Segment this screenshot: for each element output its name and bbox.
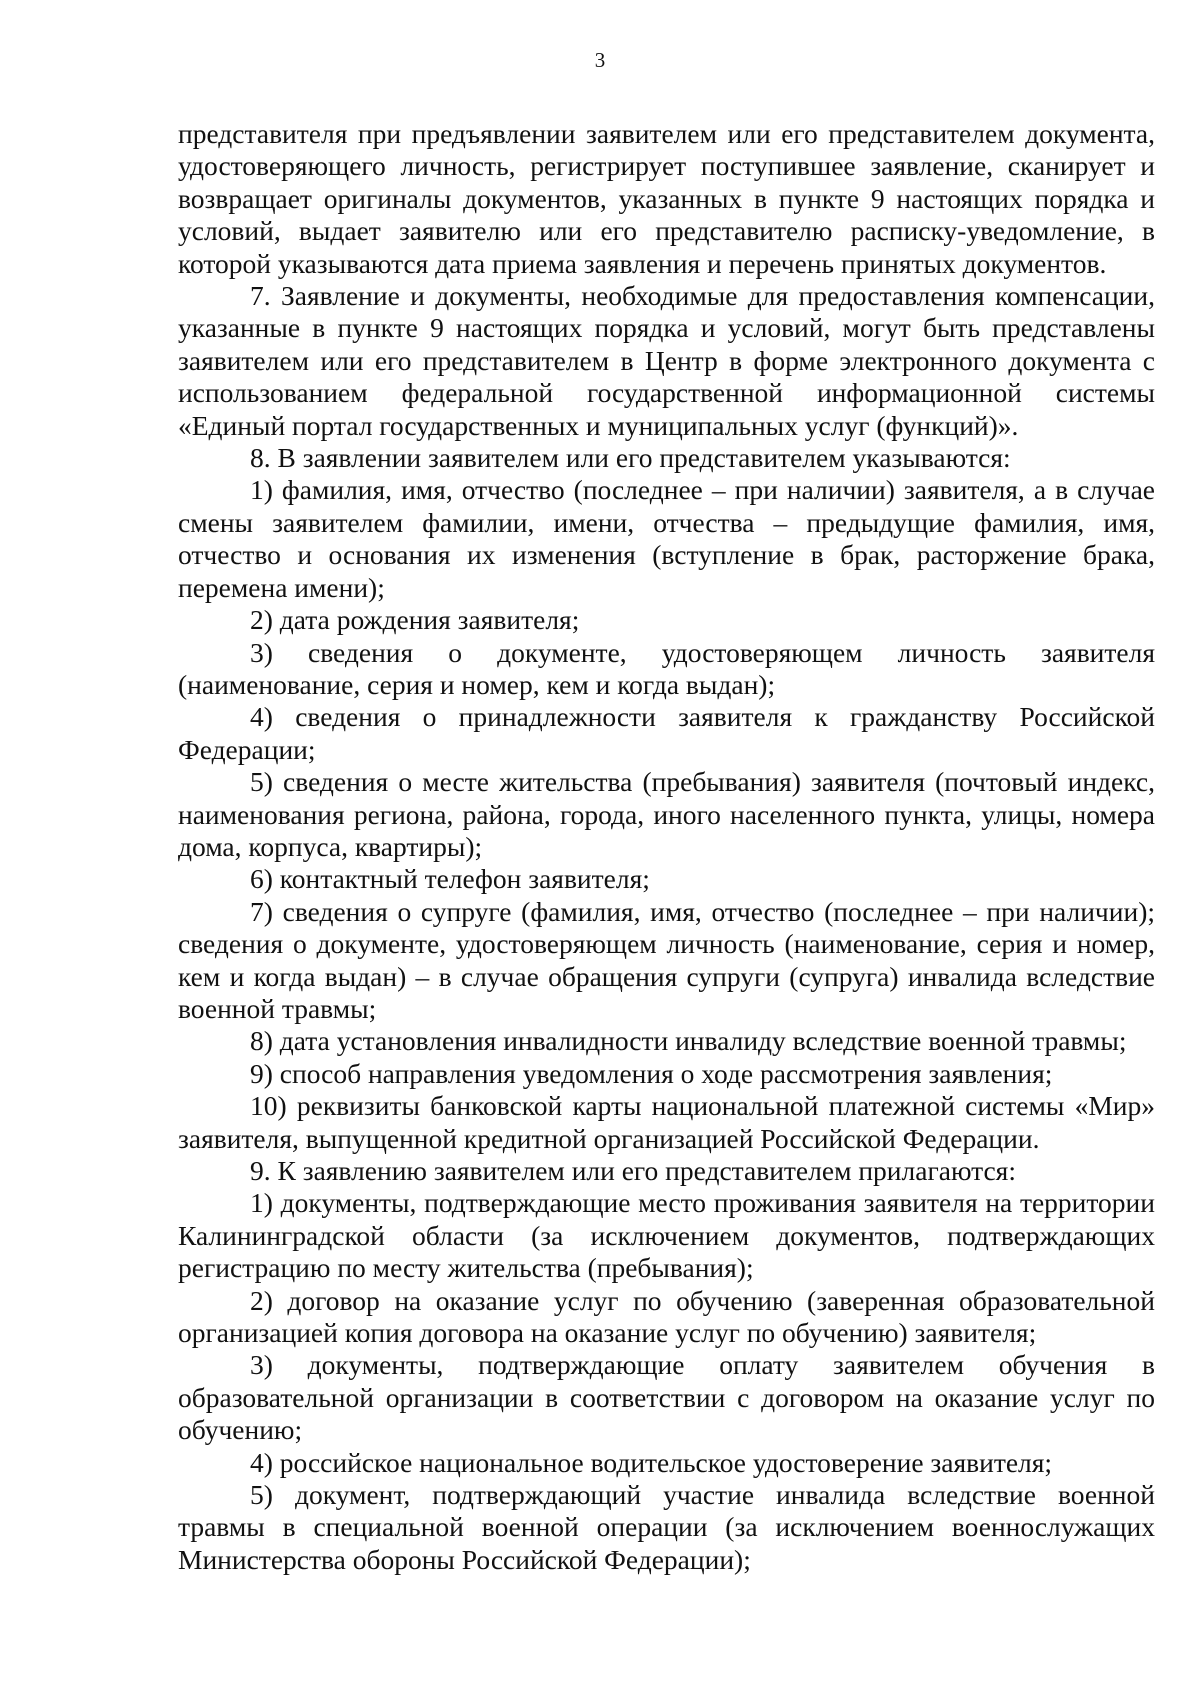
- paragraph: 4) сведения о принадлежности заявителя к гражданству Российской Федерации;: [178, 701, 1155, 765]
- paragraph: 10) реквизиты банковской карты национальной платежной системы «Мир» заявителя, выпущенной кредитной организацией Российской Федерации.: [178, 1090, 1155, 1154]
- paragraph: 1) фамилия, имя, отчество (последнее – при наличии) заявителя, а в случае смены заявителем фамилии, имени, отчества – предыдущие фамилия, имя, отчество и основания их изменения (вступление в брак, расторжение брака, перемена имени);: [178, 474, 1155, 603]
- paragraph: 7) сведения о супруге (фамилия, имя, отчество (последнее – при наличии); сведения о документе, удостоверяющем личность (наименование, серия и номер, кем и когда выдан) – в случае обращения супруги (супруга) инвалида вследствие военной травмы;: [178, 895, 1155, 1024]
- paragraph: 2) дата рождения заявителя;: [250, 604, 580, 636]
- paragraph: 4) российское национальное водительское удостоверение заявителя;: [250, 1446, 1053, 1478]
- paragraph: 7. Заявление и документы, необходимые для предоставления компенсации, указанные в пункте 9 настоящих порядка и условий, могут быть представлены заявителем или его представителем в Центр в форме электронного документа с использованием федеральной государственной информационной системы «Единый портал государственных и муниципальных услуг (функций)».: [178, 280, 1155, 441]
- paragraph: 5) документ, подтверждающий участие инвалида вследствие военной травмы в специальной военной операции (за исключением военнослужащих Министерства обороны Российской Федерации);: [178, 1479, 1155, 1575]
- paragraph: 8) дата установления инвалидности инвалиду вследствие военной травмы;: [250, 1025, 1127, 1057]
- paragraph: 9) способ направления уведомления о ходе рассмотрения заявления;: [250, 1057, 1053, 1089]
- paragraph: 5) сведения о месте жительства (пребывания) заявителя (почтовый индекс, наименования региона, района, города, иного населенного пункта, улицы, номера дома, корпуса, квартиры);: [178, 766, 1155, 862]
- paragraph: 6) контактный телефон заявителя;: [250, 863, 650, 895]
- paragraph: 3) сведения о документе, удостоверяющем личность заявителя (наименование, серия и номер, кем и когда выдан);: [178, 636, 1155, 700]
- paragraph: 9. К заявлению заявителем или его представителем прилагаются:: [250, 1155, 1016, 1186]
- paragraph: 8. В заявлении заявителем или его представителем указываются:: [250, 442, 1011, 474]
- paragraph: 1) документы, подтверждающие место проживания заявителя на территории Калининградской области (за исключением документов, подтверждающих регистрацию по месту жительства (пребывания);: [178, 1187, 1155, 1284]
- paragraph: 3) документы, подтверждающие оплату заявителем обучения в образовательной организации в соответствии с договором на оказание услуг по обучению;: [178, 1349, 1155, 1446]
- paragraph: 2) договор на оказание услуг по обучению (заверенная образовательной организацией копия договора на оказание услуг по обучению) заявителя;: [178, 1284, 1155, 1349]
- page-number: 3: [594, 48, 606, 72]
- paragraph: представителя при предъявлении заявителем или его представителем документа, удостоверяющего личность, регистрирует поступившее заявление, сканирует и возвращает оригиналы документов, указанных в пункте 9 настоящих порядка и условий, выдает заявителю или его представителю расписку-уведомление, в которой указываются дата приема заявления и перечень принятых документов.: [178, 118, 1155, 279]
- document-body: [178, 118, 1155, 1576]
